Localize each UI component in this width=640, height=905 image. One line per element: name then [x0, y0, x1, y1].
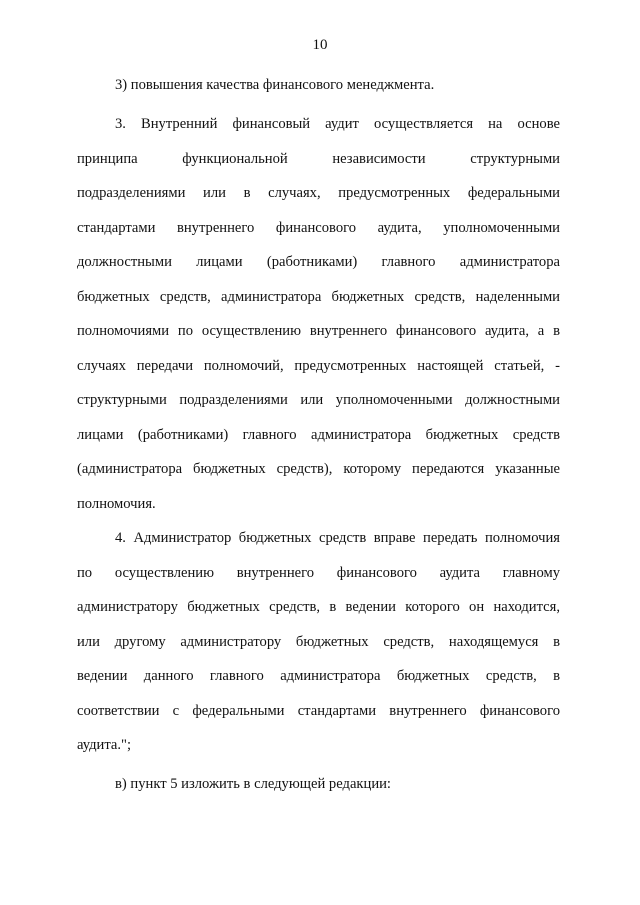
paragraph-line-wrapper — [77, 245, 560, 280]
text-line: структурными подразделениями или уполномоченными должностными — [77, 392, 560, 408]
paragraph-line-wrapper — [77, 383, 560, 418]
text-line: 3. Внутренний финансовый аудит осуществляется на основе — [115, 116, 560, 132]
text-line: лицами (работниками) главного администратора бюджетных средств — [77, 427, 560, 443]
text-line: ведении данного главного администратора бюджетных средств, в — [77, 668, 560, 684]
text-line: или другому администратору бюджетных средств, находящемуся в — [77, 634, 560, 650]
text-line: полномочия. — [77, 496, 156, 512]
text-line: случаях передачи полномочий, предусмотренных настоящей статьей, - — [77, 358, 560, 374]
paragraph-line-wrapper — [77, 452, 560, 487]
text-line: 3) повышения качества финансового менеджмента. — [115, 77, 435, 93]
paragraph-line-wrapper — [77, 418, 560, 453]
text-line: бюджетных средств, администратора бюджетных средств, наделенными — [77, 289, 560, 305]
text-line: полномочиями по осуществлению внутреннего финансового аудита, а в — [77, 323, 560, 339]
text-line: стандартами внутреннего финансового аудита, уполномоченными — [77, 220, 560, 236]
paragraph-line-wrapper — [77, 659, 560, 694]
text-line: соответствии с федеральными стандартами внутреннего финансового — [77, 703, 560, 719]
paragraph-line-wrapper — [77, 314, 560, 349]
paragraph-line-wrapper — [77, 521, 560, 556]
text-line: (администратора бюджетных средств), которому передаются указанные — [77, 461, 560, 477]
text-line: в) пункт 5 изложить в следующей редакции: — [115, 776, 391, 792]
text-line: принципа функциональной независимости структурными — [77, 151, 560, 167]
paragraph-line-wrapper — [77, 68, 560, 103]
text-line: подразделениями или в случаях, предусмотренных федеральными — [77, 185, 560, 201]
paragraph-line-wrapper — [77, 556, 560, 591]
paragraph-line-wrapper — [77, 107, 560, 142]
paragraph-line-wrapper — [77, 176, 560, 211]
text-line: 4. Администратор бюджетных средств вправе передать полномочия — [115, 530, 560, 546]
paragraph-line-wrapper — [77, 349, 560, 384]
paragraph-line-wrapper — [77, 211, 560, 246]
page-number: 10 — [312, 37, 328, 53]
paragraph-line-wrapper — [77, 590, 560, 625]
paragraph-line-wrapper — [77, 280, 560, 315]
text-line: администратору бюджетных средств, в ведении которого он находится, — [77, 599, 560, 615]
paragraph-line-wrapper — [77, 142, 560, 177]
text-line: должностными лицами (работниками) главного администратора — [77, 254, 560, 270]
text-line: по осуществлению внутреннего финансового аудита главному — [77, 565, 560, 581]
paragraph-line-wrapper — [77, 694, 560, 729]
paragraph-line-wrapper — [77, 625, 560, 660]
paragraph-line-wrapper — [77, 728, 560, 763]
paragraph-line-wrapper — [77, 487, 560, 522]
text-line: аудита."; — [77, 737, 132, 753]
paragraph-line-wrapper — [77, 767, 560, 802]
